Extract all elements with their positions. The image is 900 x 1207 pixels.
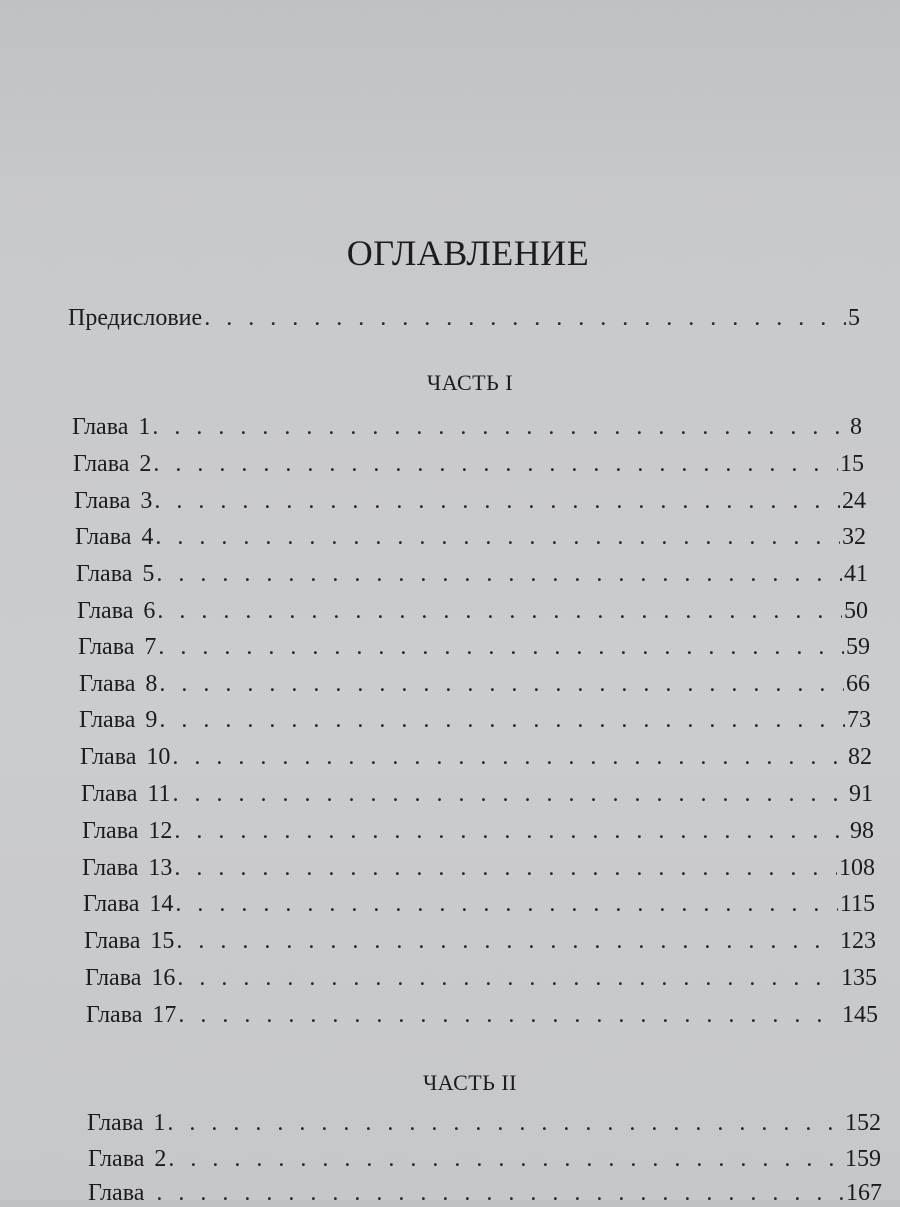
chapter-label xyxy=(78,634,156,661)
chapter-label xyxy=(86,1002,176,1029)
chapter-label xyxy=(82,818,172,845)
chapter-label xyxy=(83,891,173,918)
entry-page-number: 115 xyxy=(839,891,875,917)
entry-page-number: 5 xyxy=(848,305,860,331)
dot-leader xyxy=(158,634,844,661)
chapter-number: 15 xyxy=(150,928,175,954)
entry-page-number: 24 xyxy=(842,488,866,514)
entry-page-number: 32 xyxy=(842,524,866,550)
toc-entry-chapter xyxy=(75,524,866,551)
dot-leader xyxy=(172,781,847,808)
toc-title: ОГЛАВЛЕНИЕ xyxy=(346,233,590,273)
toc-entry-preface xyxy=(68,305,860,332)
entry-page-number: 15 xyxy=(840,451,864,477)
chapter-label xyxy=(88,1180,154,1207)
chapter-number: 5 xyxy=(142,561,155,587)
dot-leader xyxy=(159,707,845,734)
chapter-label xyxy=(74,488,152,515)
chapter-word: Глава xyxy=(77,598,134,624)
chapter-number: 6 xyxy=(143,598,156,624)
chapter-word: Глава xyxy=(88,1146,145,1172)
chapter-number: 2 xyxy=(139,451,152,477)
toc-entry-chapter xyxy=(86,1002,878,1029)
chapter-word: Глава xyxy=(83,891,140,917)
toc-entry-chapter xyxy=(82,818,874,845)
chapter-word: Глава xyxy=(80,744,137,770)
dot-leader xyxy=(156,561,842,588)
chapter-number: 8 xyxy=(145,671,158,697)
dot-leader xyxy=(157,598,842,625)
dot-leader xyxy=(176,928,838,955)
chapter-word: Глава xyxy=(84,928,141,954)
dot-leader xyxy=(175,891,838,918)
part-heading-1: ЧАСТЬ I xyxy=(426,370,514,395)
chapter-number: 4 xyxy=(141,524,154,550)
chapter-label xyxy=(80,744,170,771)
chapter-number: 12 xyxy=(148,818,173,844)
chapter-label xyxy=(82,855,172,882)
toc-entry-chapter xyxy=(84,928,876,955)
chapter-label xyxy=(75,524,153,551)
toc-entry-chapter xyxy=(74,488,866,515)
toc-entry-chapter xyxy=(82,855,875,882)
entry-page-number: 167 xyxy=(846,1180,882,1206)
chapter-number: 1 xyxy=(153,1110,166,1136)
entry-page-number: 91 xyxy=(849,781,873,807)
chapter-word: Глава xyxy=(73,451,130,477)
entry-page-number: 50 xyxy=(844,598,868,624)
dot-leader xyxy=(168,1146,843,1173)
chapter-word: Глава xyxy=(82,855,139,881)
dot-leader xyxy=(155,524,840,551)
chapter-label xyxy=(88,1146,166,1173)
chapter-label xyxy=(77,598,155,625)
dot-leader xyxy=(172,744,846,771)
chapter-label xyxy=(73,451,151,478)
chapter-label xyxy=(79,671,157,698)
part-heading-2: ЧАСТЬ II xyxy=(423,1070,517,1095)
toc-entry-chapter xyxy=(73,451,864,478)
chapter-label xyxy=(76,561,154,588)
entry-page-number: 159 xyxy=(845,1146,881,1172)
toc-entry-chapter xyxy=(81,781,873,808)
chapter-label xyxy=(81,781,170,808)
chapter-word: Глава xyxy=(82,818,139,844)
dot-leader xyxy=(159,671,844,698)
entry-page-number: 8 xyxy=(850,414,862,440)
chapter-label xyxy=(79,707,157,734)
entry-page-number: 98 xyxy=(850,818,874,844)
chapter-number: 3 xyxy=(140,488,153,514)
dot-leader xyxy=(178,1002,840,1029)
dot-leader xyxy=(167,1110,843,1137)
chapter-number: 13 xyxy=(148,855,173,881)
entry-page-number: 123 xyxy=(840,928,876,954)
toc-entry-chapter xyxy=(80,744,872,771)
dot-leader xyxy=(174,855,837,882)
entry-page-number: 145 xyxy=(842,1002,878,1028)
entry-page-number: 66 xyxy=(846,671,870,697)
chapter-label xyxy=(84,928,174,955)
toc-entry-chapter xyxy=(79,707,871,734)
toc-entry-chapter xyxy=(85,965,877,992)
chapter-word: Глава xyxy=(75,524,132,550)
entry-page-number: 41 xyxy=(844,561,868,587)
dot-leader xyxy=(204,305,846,332)
chapter-word: Глава xyxy=(79,671,136,697)
chapter-word: Глава xyxy=(74,488,131,514)
chapter-word: Глава xyxy=(86,1002,143,1028)
chapter-word: Глава xyxy=(81,781,138,807)
chapter-word: Глава xyxy=(85,965,142,991)
chapter-number: 11 xyxy=(147,781,171,807)
chapter-label xyxy=(72,414,150,441)
toc-entry-chapter xyxy=(76,561,868,588)
dot-leader xyxy=(153,451,838,478)
toc-entry-chapter xyxy=(88,1146,881,1173)
entry-page-number: 135 xyxy=(841,965,877,991)
chapter-number: 9 xyxy=(145,707,158,733)
chapter-word: Глава xyxy=(72,414,129,440)
entry-page-number: 73 xyxy=(847,707,871,733)
chapter-word: Глава xyxy=(79,707,136,733)
toc-entry-chapter xyxy=(77,598,868,625)
toc-entry-chapter xyxy=(78,634,870,661)
entry-page-number: 152 xyxy=(845,1110,881,1136)
chapter-number: 10 xyxy=(146,744,171,770)
entry-label: Предисловие xyxy=(68,305,203,331)
chapter-number: 17 xyxy=(152,1002,177,1028)
toc-entry-chapter xyxy=(72,414,862,441)
chapter-word: Глава xyxy=(76,561,133,587)
dot-leader xyxy=(154,488,840,515)
dot-leader xyxy=(177,965,839,992)
chapter-number: 1 xyxy=(138,414,151,440)
chapter-label xyxy=(87,1110,165,1137)
chapter-word: Глава xyxy=(78,634,135,660)
chapter-word: Глава xyxy=(87,1110,144,1136)
toc-entry-chapter xyxy=(87,1110,881,1137)
dot-leader xyxy=(156,1180,844,1207)
chapter-word: Глава xyxy=(88,1180,145,1206)
entry-page-number: 59 xyxy=(846,634,870,660)
chapter-number: 16 xyxy=(151,965,176,991)
toc-entry-chapter xyxy=(83,891,875,918)
chapter-number: 7 xyxy=(144,634,157,660)
dot-leader xyxy=(152,414,848,441)
chapter-number: 2 xyxy=(154,1146,167,1172)
entry-page-number: 108 xyxy=(839,855,875,881)
toc-entry-chapter xyxy=(79,671,870,698)
chapter-label xyxy=(85,965,175,992)
entry-page-number: 82 xyxy=(848,744,872,770)
toc-entry-chapter xyxy=(88,1180,882,1207)
chapter-number: 14 xyxy=(149,891,174,917)
dot-leader xyxy=(174,818,848,845)
